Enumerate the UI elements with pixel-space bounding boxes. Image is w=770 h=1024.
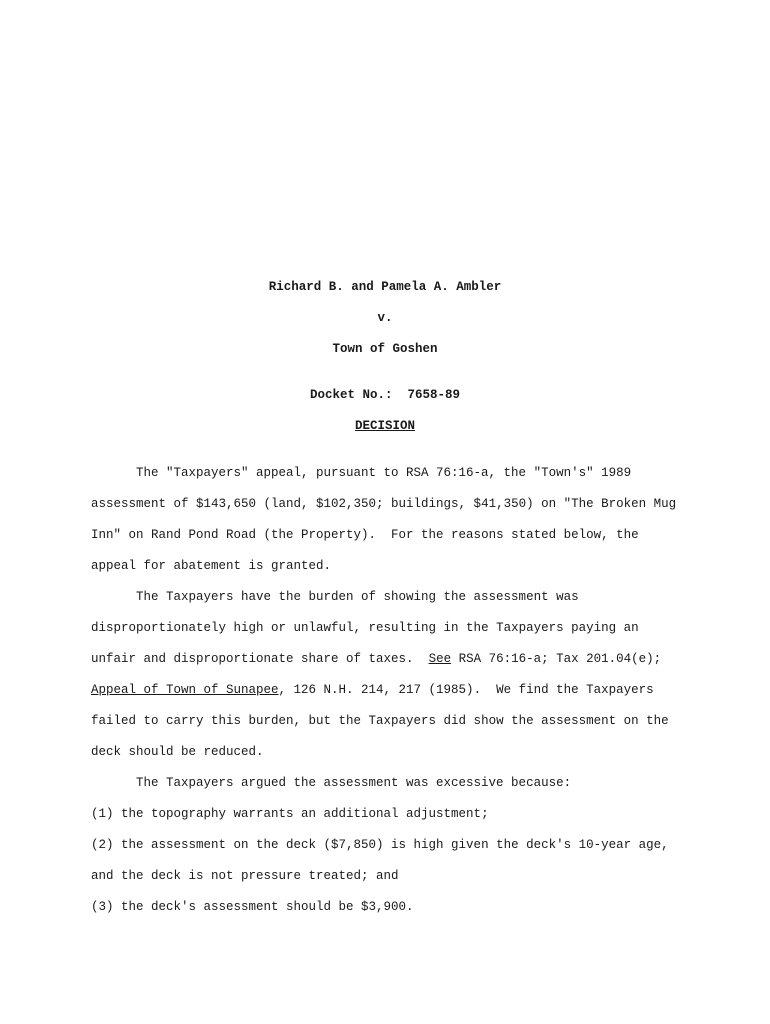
body-text: unfair and disproportionate share of taxes. (91, 652, 429, 666)
body-line: The "Taxpayers" appeal, pursuant to RSA 76:16-a, the "Town's" 1989 (136, 466, 632, 480)
case-parties: Richard B. and Pamela A. Ambler (268, 280, 502, 294)
docket-number: Docket No.: 7658-89 (309, 388, 461, 402)
body-line (91, 683, 691, 697)
body-line (91, 652, 691, 666)
list-item: (3) the deck's assessment should be $3,900. (91, 900, 414, 914)
body-line: disproportionately high or unlawful, resulting in the Taxpayers paying an (91, 621, 639, 635)
case-citation: Appeal of Town of Sunapee (91, 683, 279, 697)
decision-heading (0, 419, 770, 433)
list-item: (1) the topography warrants an additional adjustment; (91, 807, 489, 821)
body-line: appeal for abatement is granted. (91, 559, 332, 573)
body-line: Inn" on Rand Pond Road (the Property). For the reasons stated below, the (91, 528, 639, 542)
case-respondent: Town of Goshen (332, 342, 438, 356)
body-line: failed to carry this burden, but the Taxpayers did show the assessment on the (91, 714, 669, 728)
decision-heading-text: DECISION (354, 419, 415, 433)
body-line: deck should be reduced. (91, 745, 264, 759)
body-line: The Taxpayers argued the assessment was excessive because: (136, 776, 572, 790)
body-line: assessment of $143,650 (land, $102,350; buildings, $41,350) on "The Broken Mug (91, 497, 677, 511)
body-text: RSA 76:16-a; Tax 201.04(e); (451, 652, 662, 666)
list-item: and the deck is not pressure treated; and (91, 869, 399, 883)
body-text: , 126 N.H. 214, 217 (1985). We find the Taxpayers (278, 683, 654, 697)
list-item: (2) the assessment on the deck ($7,850) is high given the deck's 10-year age, (91, 838, 669, 852)
body-line: The Taxpayers have the burden of showing the assessment was (136, 590, 579, 604)
see-signal: See (428, 652, 452, 666)
case-versus: v. (377, 311, 393, 325)
